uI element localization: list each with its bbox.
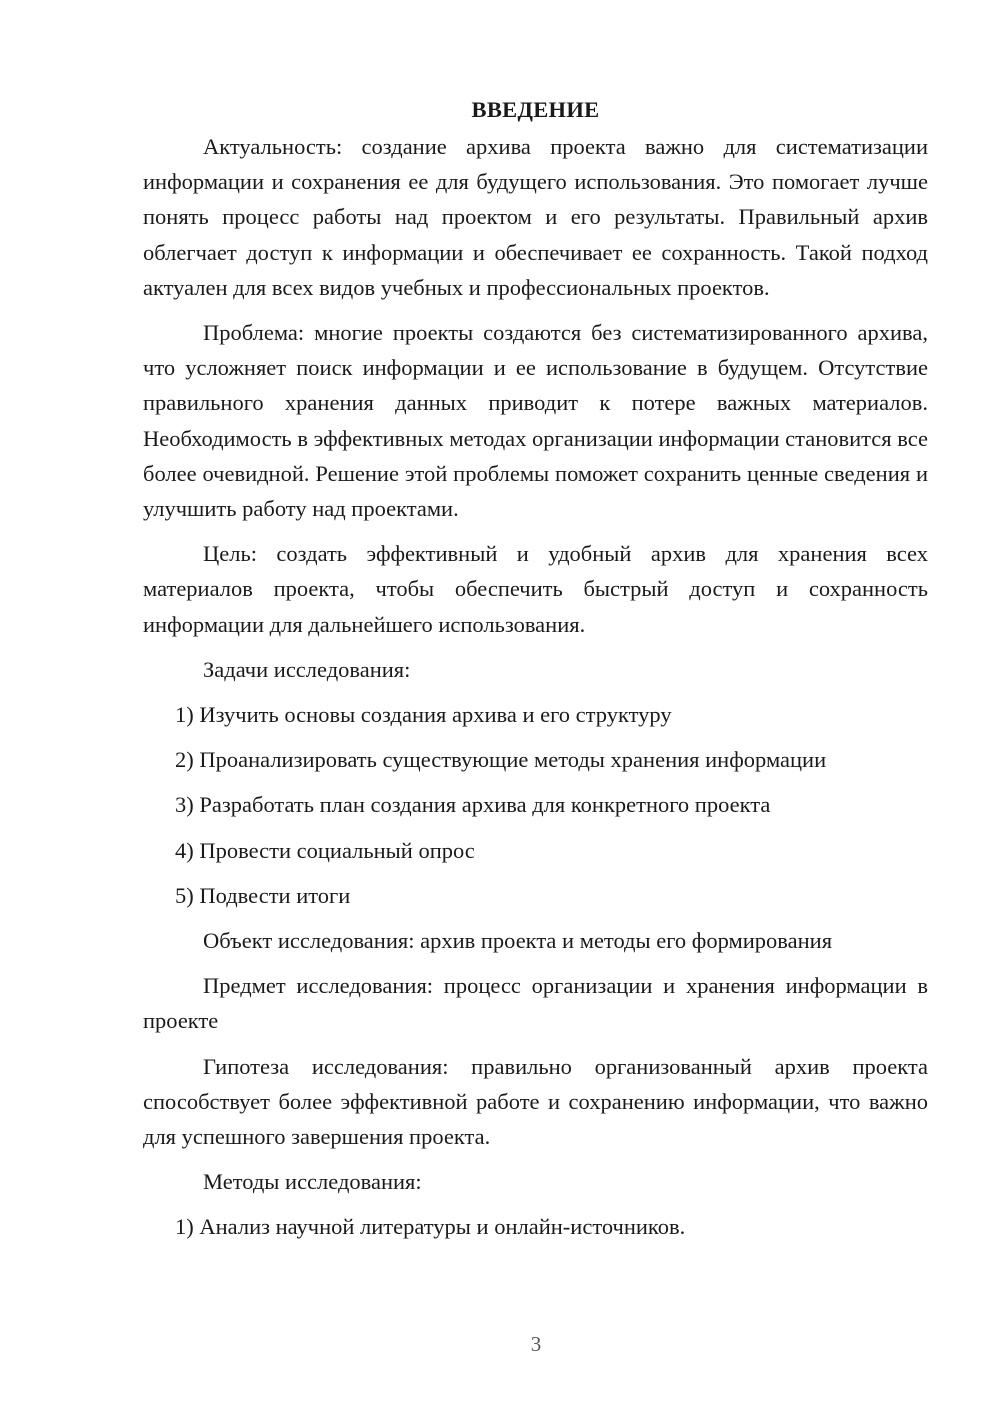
task-item-5: 5) Подвести итоги (175, 882, 351, 908)
subject-paragraph: Предмет исследования: процесс организации и хранения информации в проекте (143, 973, 928, 1034)
section-title: ВВЕДЕНИЕ (471, 97, 600, 122)
method-item-1: 1) Анализ научной литературы и онлайн-источников. (175, 1214, 686, 1240)
task-item-1: 1) Изучить основы создания архива и его структуру (175, 702, 672, 728)
task-item-3: 3) Разработать план создания архива для конкретного проекта (175, 792, 771, 818)
object-paragraph: Объект исследования: архив проекта и методы его формирования (203, 928, 833, 954)
goal-paragraph: Цель: создать эффективный и удобный архив для хранения всех материалов проекта, чтобы обеспечить быстрый доступ и сохранность информации для дальнейшего использования. (143, 541, 928, 637)
problem-paragraph: Проблема: многие проекты создаются без систематизированного архива, что усложняет поиск информации и ее использование в будущем. Отсутствие правильного хранения данных приводит к потере важных материалов. Необходимость в эффективных методах организации информации становится все более очевидной. Решение этой проблемы поможет сохранить ценные сведения и улучшить работу над проектами. (143, 320, 928, 522)
page-number: 3 (530, 1332, 542, 1356)
methods-heading: Методы исследования: (203, 1169, 422, 1195)
task-item-2: 2) Проанализировать существующие методы хранения информации (175, 747, 827, 773)
task-item-4: 4) Провести социальный опрос (175, 837, 475, 863)
document-page (143, 92, 928, 1255)
tasks-heading: Задачи исследования: (203, 656, 411, 682)
relevance-paragraph: Актуальность: создание архива проекта важно для систематизации информации и сохранения ее для будущего использования. Это помогает лучше понять процесс работы над проектом и его результаты. Правильный архив облегчает доступ к информации и обеспечивает ее сохранность. Такой подход актуален для всех видов учебных и профессиональных проектов. (143, 134, 928, 300)
hypothesis-paragraph: Гипотеза исследования: правильно организованный архив проекта способствует более эффективной работе и сохранению информации, что важно для успешного завершения проекта. (143, 1053, 928, 1150)
